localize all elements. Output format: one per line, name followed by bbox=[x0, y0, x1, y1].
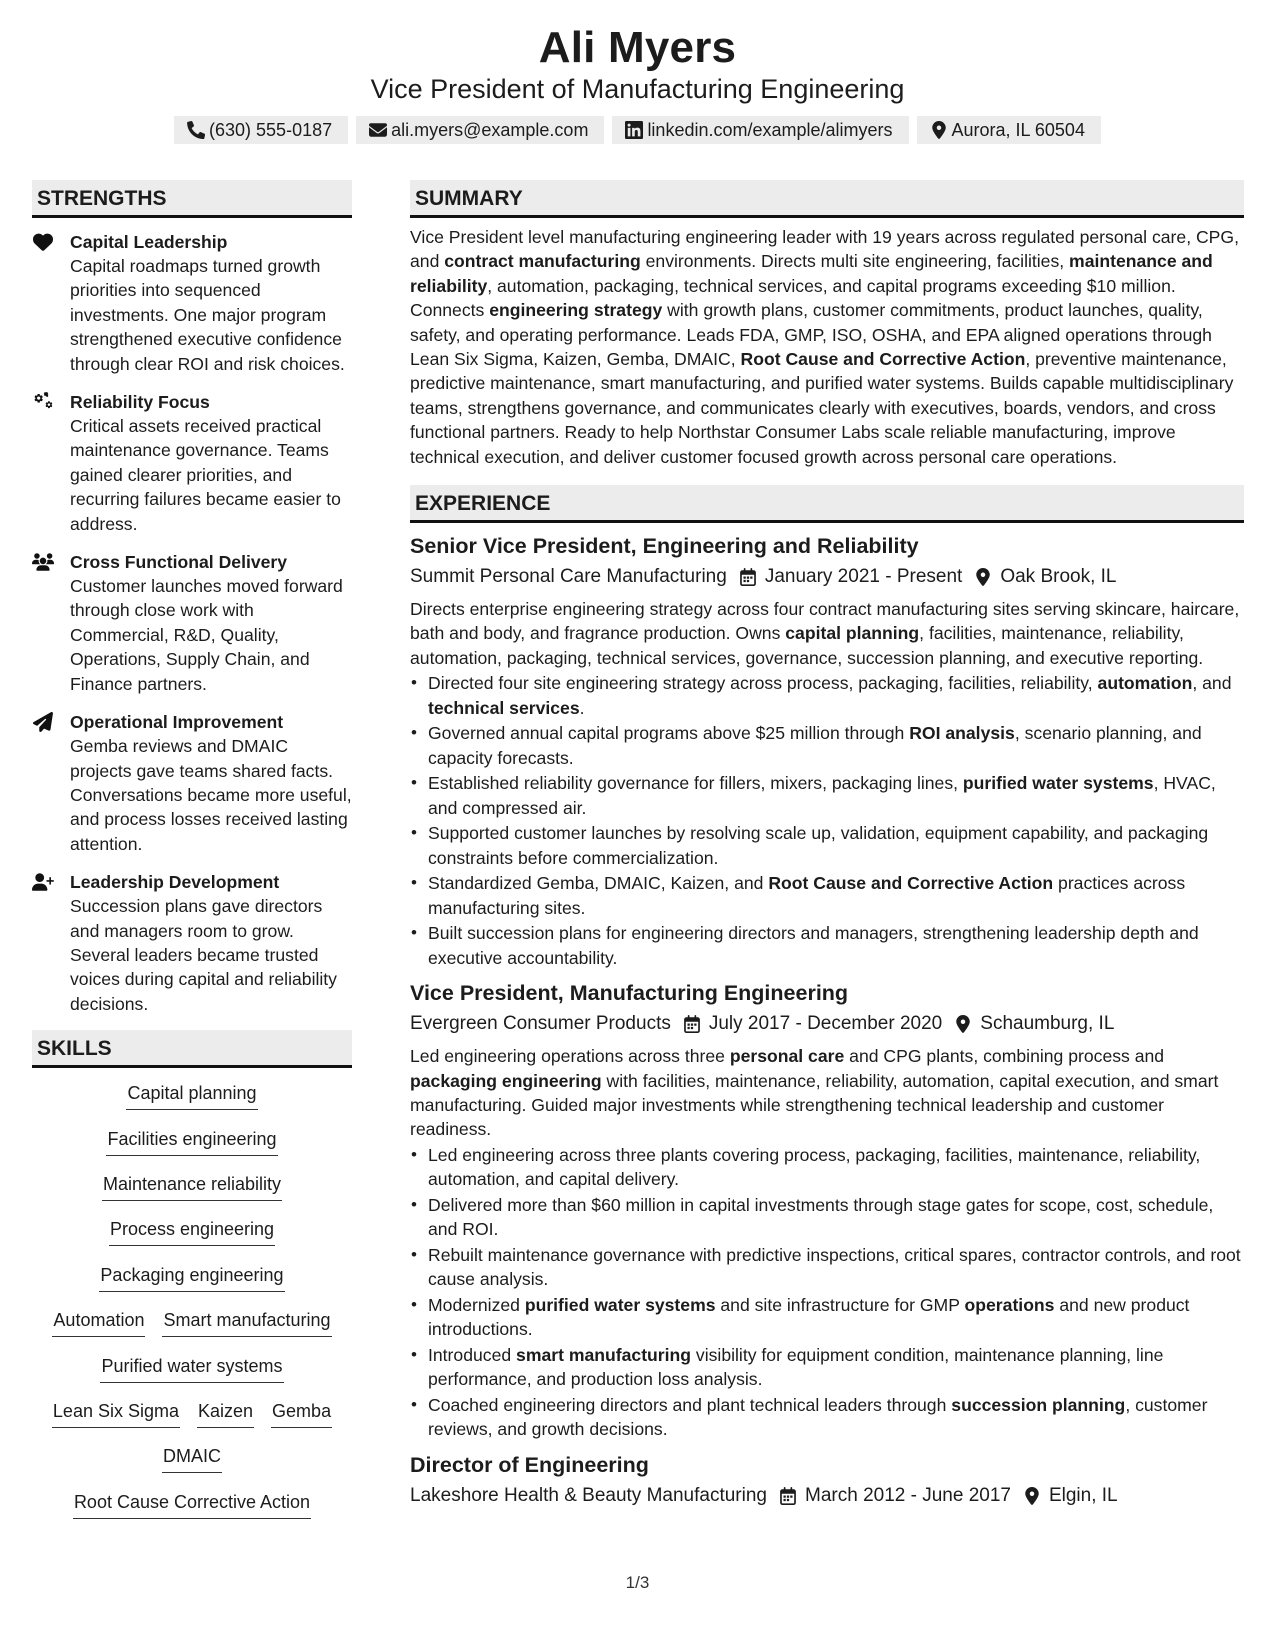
strength-desc: Succession plans gave directors and managers room to grow. Several leaders became trusted voices during capital and reliability decisions. bbox=[70, 896, 337, 1014]
user-plus-icon bbox=[32, 872, 54, 892]
calendar-icon bbox=[739, 568, 757, 586]
bold-phrase: capital planning bbox=[785, 623, 920, 644]
job-company: Summit Personal Care Manufacturing bbox=[410, 566, 727, 588]
envelope-icon bbox=[369, 121, 387, 139]
bold-phrase: contract manufacturing bbox=[444, 251, 641, 272]
text-run: Directs enterprise engineering strategy across four contract manufacturing sites serving skincare, haircare, bath and body, and fragrance production. Owns bbox=[410, 599, 1240, 644]
strength-title: Cross Functional Delivery bbox=[70, 552, 288, 573]
text-run: Delivered more than $60 million in capital investments through stage gates for scope, cost, schedule, and ROI. bbox=[428, 1194, 1214, 1240]
job-entry bbox=[410, 978, 1244, 1441]
summary-text bbox=[410, 225, 1244, 469]
job-dates: July 2017 - December 2020 bbox=[708, 1013, 943, 1035]
job-location: Schaumburg, IL bbox=[980, 1013, 1115, 1035]
text-run: Led engineering across three plants covering process, packaging, facilities, maintenance, reliability, automation, and capital delivery. bbox=[428, 1144, 1201, 1190]
users-icon bbox=[32, 552, 54, 572]
job-title: Director of Engineering bbox=[410, 1452, 649, 1477]
linkedin-icon bbox=[625, 121, 643, 139]
bold-phrase: personal care bbox=[729, 1046, 845, 1067]
bullet-item bbox=[410, 871, 1244, 920]
strength-title: Capital Leadership bbox=[70, 232, 228, 252]
strength-desc: Capital roadmaps turned growth priorities into sequenced investments. One major program strengthened executive confidence through clear ROI and risk choices. bbox=[70, 256, 345, 374]
map-marker-icon bbox=[954, 1015, 972, 1033]
job-meta bbox=[410, 561, 1244, 593]
bullet-item bbox=[410, 921, 1244, 970]
candidate-name: Ali Myers bbox=[538, 23, 737, 72]
strength-item bbox=[32, 390, 352, 536]
job-description bbox=[410, 1044, 1244, 1142]
text-run: Coached engineering directors and plant technical leaders through bbox=[428, 1394, 952, 1415]
skill-tag: Packaging engineering bbox=[99, 1262, 284, 1292]
job-company: Lakeshore Health & Beauty Manufacturing bbox=[410, 1484, 767, 1506]
job-bullets bbox=[410, 671, 1244, 970]
skills-row bbox=[32, 1216, 352, 1261]
job-title: Vice President, Manufacturing Engineering bbox=[410, 981, 849, 1006]
candidate-title: Vice President of Manufacturing Engineering bbox=[370, 74, 905, 104]
bullet-item bbox=[410, 821, 1244, 870]
job-entry bbox=[410, 531, 1244, 970]
bold-phrase: smart manufacturing bbox=[516, 1344, 692, 1365]
bullet-item bbox=[410, 1193, 1244, 1242]
bold-phrase: ROI analysis bbox=[909, 723, 1015, 744]
job-bullets bbox=[410, 1143, 1244, 1442]
text-run: practices across manufacturing sites. bbox=[428, 873, 1186, 918]
text-run: Vice President level manufacturing engineering leader with 19 years across regulated personal care, CPG, and bbox=[410, 227, 1239, 272]
skill-tag: Automation bbox=[52, 1307, 145, 1337]
text-run: with growth plans, customer commitments, product launches, quality, safety, and operating performance. Leads FDA, GMP, ISO, OSHA, and EPA aligned operations through Lean Six Sigma, Kaizen, Gemba, DMAIC, bbox=[410, 300, 1212, 370]
text-run: Directed four site engineering strategy across process, packaging, facilities, reliability, bbox=[428, 673, 1098, 694]
heart-icon bbox=[32, 232, 54, 252]
bullet-item bbox=[410, 771, 1244, 820]
strengths-list bbox=[32, 230, 352, 1016]
text-run: , scenario planning, and capacity forecasts. bbox=[428, 723, 1202, 768]
job-dates: March 2012 - June 2017 bbox=[805, 1484, 1011, 1506]
contact-linkedin[interactable] bbox=[612, 116, 908, 144]
skills-row bbox=[32, 1262, 352, 1307]
bullet-item bbox=[410, 1293, 1244, 1342]
strength-item bbox=[32, 870, 352, 1016]
skills-heading: SKILLS bbox=[32, 1030, 352, 1068]
job-company: Evergreen Consumer Products bbox=[410, 1013, 671, 1035]
skills-row bbox=[32, 1443, 352, 1488]
skills-row bbox=[32, 1489, 352, 1534]
contact-email[interactable] bbox=[356, 116, 604, 144]
text-run: Established reliability governance for fillers, mixers, packaging lines, bbox=[428, 773, 963, 794]
text-run: Led engineering operations across three bbox=[410, 1046, 730, 1067]
calendar-icon bbox=[779, 1487, 797, 1505]
strength-item bbox=[32, 710, 352, 856]
skill-tag: DMAIC bbox=[162, 1443, 222, 1473]
text-run: , automation, packaging, technical services, and capital programs exceeding $10 million. Connects bbox=[410, 275, 1176, 321]
bold-phrase: operations bbox=[964, 1294, 1055, 1315]
text-run: visibility for equipment condition, maintenance planning, line performance, and production loss analysis. bbox=[428, 1344, 1164, 1390]
bullet-item bbox=[410, 1343, 1244, 1392]
bold-phrase: succession planning bbox=[951, 1394, 1126, 1415]
contact-phone-text: (630) 555-0187 bbox=[209, 120, 333, 140]
bold-phrase: technical services bbox=[428, 697, 580, 718]
skill-tag: Process engineering bbox=[109, 1216, 275, 1246]
experience-heading: EXPERIENCE bbox=[410, 485, 1244, 523]
skills-row bbox=[32, 1398, 352, 1443]
text-run: Rebuilt maintenance governance with predictive inspections, critical spares, contractor controls, and root cause analysis. bbox=[428, 1244, 1241, 1290]
skill-tag: Root Cause Corrective Action bbox=[73, 1489, 311, 1519]
job-entry bbox=[410, 1450, 1244, 1512]
text-run: Supported customer launches by resolving scale up, validation, equipment capability, and packaging constraints before commercialization. bbox=[428, 823, 1209, 868]
bullet-item bbox=[410, 1393, 1244, 1442]
text-run: , HVAC, and compressed air. bbox=[428, 773, 1216, 818]
text-run: Governed annual capital programs above $25 million through bbox=[428, 723, 910, 744]
bullet-item bbox=[410, 721, 1244, 770]
job-title: Senior Vice President, Engineering and Reliability bbox=[410, 534, 919, 559]
summary-heading: SUMMARY bbox=[410, 180, 1244, 218]
text-run: Standardized Gemba, DMAIC, Kaizen, and bbox=[428, 873, 769, 894]
text-run: , customer reviews, and growth decisions. bbox=[428, 1394, 1208, 1440]
map-marker-icon bbox=[974, 568, 992, 586]
map-marker-icon bbox=[1023, 1487, 1041, 1505]
strength-item bbox=[32, 550, 352, 696]
contact-bar bbox=[0, 116, 1275, 144]
strength-desc: Gemba reviews and DMAIC projects gave teams shared facts. Conversations became more useful, and process losses received lasting attention. bbox=[70, 736, 352, 854]
bold-phrase: maintenance and reliability bbox=[410, 251, 1213, 296]
text-run: and CPG plants, combining process and bbox=[844, 1046, 1165, 1067]
bold-phrase: purified water systems bbox=[962, 773, 1154, 794]
skill-tag: Gemba bbox=[271, 1398, 332, 1428]
bold-phrase: engineering strategy bbox=[489, 300, 663, 321]
job-meta bbox=[410, 1008, 1244, 1040]
skill-tag: Smart manufacturing bbox=[162, 1307, 331, 1337]
contact-email-text: ali.myers@example.com bbox=[391, 120, 589, 140]
gears-icon bbox=[32, 392, 54, 412]
job-location: Oak Brook, IL bbox=[1000, 566, 1117, 588]
bold-phrase: packaging engineering bbox=[410, 1070, 602, 1091]
skills-row bbox=[32, 1126, 352, 1171]
skills-row bbox=[32, 1080, 352, 1125]
bullet-item bbox=[410, 671, 1244, 720]
strength-desc: Critical assets received practical maintenance governance. Teams gained clearer priorities, and recurring failures became easier to address. bbox=[70, 416, 341, 534]
bullet-item bbox=[410, 1143, 1244, 1192]
strengths-heading: STRENGTHS bbox=[32, 180, 352, 218]
skill-tag: Lean Six Sigma bbox=[52, 1398, 180, 1428]
calendar-icon bbox=[683, 1015, 701, 1033]
bold-phrase: automation bbox=[1097, 673, 1193, 694]
skill-tag: Capital planning bbox=[126, 1080, 257, 1110]
bold-phrase: Root Cause and Corrective Action bbox=[740, 349, 1026, 370]
text-run: and site infrastructure for GMP bbox=[715, 1294, 965, 1315]
resume-header bbox=[0, 22, 1275, 144]
paper-plane-icon bbox=[32, 712, 54, 732]
text-run: , and bbox=[1192, 673, 1232, 694]
job-location: Elgin, IL bbox=[1048, 1484, 1118, 1506]
right-column bbox=[410, 180, 1244, 1512]
contact-phone[interactable] bbox=[174, 116, 348, 144]
skills-row bbox=[32, 1171, 352, 1216]
job-dates: January 2021 - Present bbox=[764, 566, 963, 588]
skill-tag: Kaizen bbox=[197, 1398, 254, 1428]
contact-location bbox=[917, 116, 1101, 144]
text-run: with facilities, maintenance, reliability, automation, capital execution, and smart manufacturing. Guided major investments while strengthening technical leadership and customer readiness. bbox=[410, 1070, 1219, 1140]
text-run: Built succession plans for engineering directors and managers, strengthening leadership depth and executive accountability. bbox=[428, 923, 1199, 968]
skills-row bbox=[32, 1307, 352, 1352]
strength-item bbox=[32, 230, 352, 376]
job-description bbox=[410, 597, 1244, 670]
contact-location-text: Aurora, IL 60504 bbox=[951, 120, 1085, 140]
left-column bbox=[32, 180, 352, 1534]
skill-tag: Facilities engineering bbox=[106, 1126, 277, 1156]
text-run: . bbox=[579, 697, 585, 718]
map-marker-icon bbox=[930, 121, 948, 139]
phone-icon bbox=[187, 121, 205, 139]
skill-tag: Maintenance reliability bbox=[102, 1171, 282, 1201]
bold-phrase: purified water systems bbox=[524, 1294, 716, 1315]
strength-title: Leadership Development bbox=[70, 872, 280, 893]
page-number: 1/3 bbox=[625, 1573, 650, 1592]
skills-row bbox=[32, 1353, 352, 1398]
text-run: Introduced bbox=[428, 1344, 517, 1365]
text-run: and new product introductions. bbox=[428, 1294, 1190, 1340]
bold-phrase: Root Cause and Corrective Action bbox=[768, 873, 1054, 894]
text-run: , preventive maintenance, predictive maintenance, smart manufacturing, and purified water systems. Builds capable multidisciplinary teams, strengthens governance, and communicates clearly with executives, boards, vendors, and cross functional partners. Ready to help Northstar Consumer Labs scale reliable manufacturing, improve technical execution, and deliver customer focused growth across personal care operations. bbox=[410, 349, 1234, 467]
skill-tag: Purified water systems bbox=[100, 1353, 283, 1383]
experience-list bbox=[410, 531, 1244, 1511]
job-meta bbox=[410, 1480, 1244, 1512]
text-run: Modernized bbox=[428, 1294, 525, 1315]
text-run: , facilities, maintenance, reliability, automation, packaging, technical services, governance, succession planning, and executive reporting. bbox=[410, 623, 1204, 668]
text-run: environments. Directs multi site engineering, facilities, bbox=[640, 251, 1070, 272]
strength-title: Operational Improvement bbox=[70, 712, 284, 733]
bullet-item bbox=[410, 1243, 1244, 1292]
strength-desc: Customer launches moved forward through close work with Commercial, R&D, Quality, Operations, Supply Chain, and Finance partners. bbox=[70, 576, 343, 694]
skills-list bbox=[32, 1080, 352, 1534]
strength-title: Reliability Focus bbox=[70, 392, 210, 413]
contact-linkedin-text: linkedin.com/example/alimyers bbox=[647, 120, 893, 140]
